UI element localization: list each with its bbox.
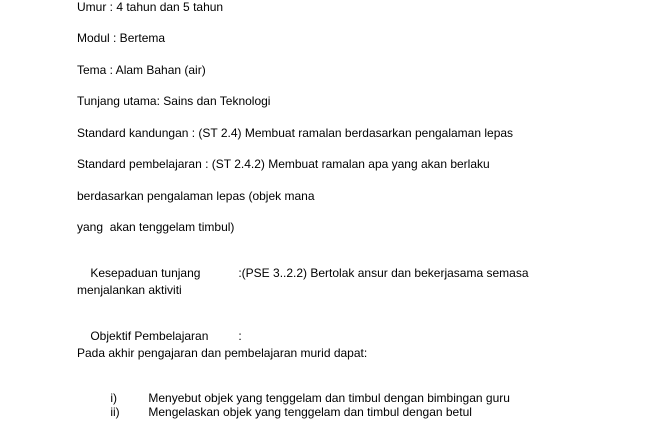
list-item-text: Mengelaskan objek yang tenggelam dan timbul dengan betul — [148, 405, 472, 419]
age-line: Umur : 4 tahun dan 5 tahun — [77, 0, 224, 14]
learning-standard-continuation-2: yang akan tenggelam timbul) — [77, 220, 235, 234]
objective-label: Objektif Pembelajaran — [90, 329, 209, 343]
intro-line: Pada akhir pengajaran dan pembelajaran murid dapat: — [77, 346, 368, 360]
learning-standard-line: Standard pembelajaran : (ST 2.4.2) Membuat ramalan apa yang akan berlaku — [77, 157, 490, 171]
integration-label: Kesepaduan tunjang — [90, 266, 201, 280]
module-line: Modul : Bertema — [77, 31, 166, 45]
learning-standard-continuation-1: berdasarkan pengalaman lepas (objek mana — [77, 189, 315, 203]
list-item-number: ii) — [110, 405, 120, 419]
list-item-number: i) — [110, 391, 118, 405]
list-item — [97, 391, 472, 433]
theme-line: Tema : Alam Bahan (air) — [77, 63, 206, 77]
list-item-text: Menyebut objek yang tenggelam dan timbul dengan bimbingan guru — [148, 391, 510, 405]
content-standard-line: Standard kandungan : (ST 2.4) Membuat ramalan berdasarkan pengalaman lepas — [77, 126, 514, 140]
main-pillar-line: Tunjang utama: Sains dan Teknologi — [77, 94, 271, 108]
objective-colon: : — [238, 329, 242, 343]
integration-continuation: menjalankan aktiviti — [77, 283, 182, 297]
integration-value: :(PSE 3..2.2) Bertolak ansur dan bekerjasama semasa — [238, 266, 529, 280]
